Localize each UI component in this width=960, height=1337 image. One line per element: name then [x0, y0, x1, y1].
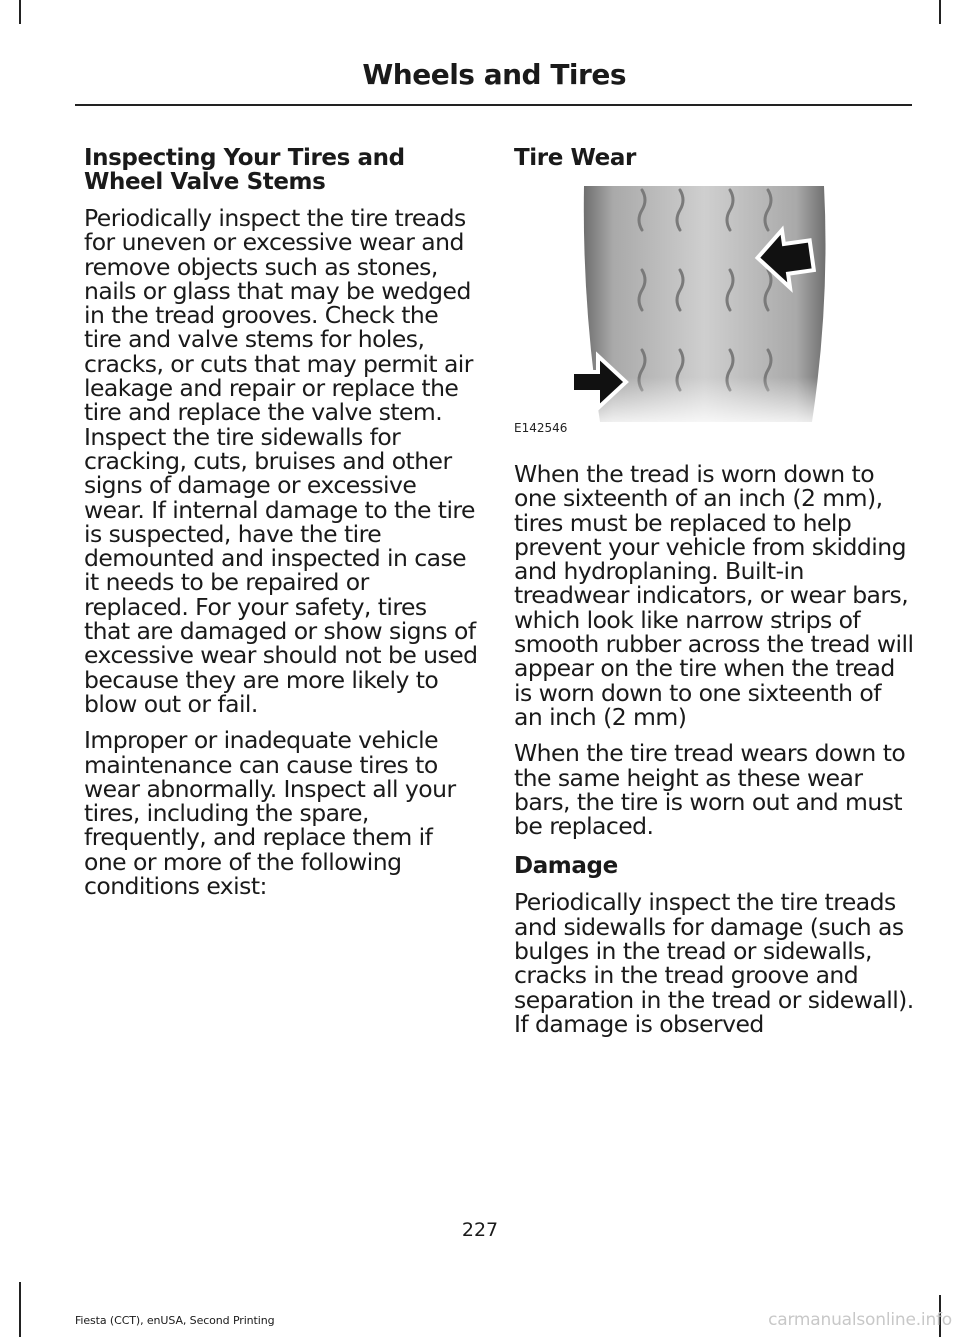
damage-paragraph-1: Periodically inspect the tire treads and sidewalls for damage (such as bulges in the tread or sidewalls, cracks in the tread groove and separation in the tread or sidewall). If damage is observed — [514, 888, 914, 1038]
page-header-title: Wheels and Tires — [362, 58, 626, 91]
header-divider — [75, 104, 912, 106]
damage-heading: Damage — [514, 853, 618, 880]
tire-wear-figure — [512, 182, 832, 442]
tire-wear-paragraph-2: When the tire tread wears down to the same height as these wear bars, the tire is worn out and must be replaced. — [514, 739, 906, 841]
footer-edition: Fiesta (CCT), enUSA, Second Printing — [75, 1314, 275, 1327]
watermark: carmanualsonline.info — [768, 1310, 952, 1330]
inspecting-paragraph-1: Periodically inspect the tire treads for uneven or excessive wear and remove objects such as stones, nails or glass that may be wedged in the tread grooves. Check the tire and valve stems for holes, cracks, or cuts that may permit air leakage and repair or replace the tire and replace the valve stem. Inspect the tire sidewalls for cracking, cuts, bruises and other signs of damage or excessive wear. If internal damage to the tire is suspected, have the tire demounted and inspected in case it needs to be repaired or replaced. For your safety, tires that are damaged or show signs of excessive wear should not be used because they are more likely to blow out or fail. — [84, 204, 478, 718]
right-column — [514, 146, 914, 1048]
tire-wear-heading: Tire Wear — [514, 145, 636, 171]
inspecting-paragraph-2: Improper or inadequate vehicle maintenance can cause tires to wear abnormally. Inspect all your tires, including the spare, frequently, and replace them if one or more of the following conditions exist: — [84, 726, 456, 901]
tire-tread-illustration — [512, 182, 832, 442]
left-column — [84, 146, 479, 910]
page-number: 227 — [461, 1219, 499, 1241]
crop-mark-bottom-left-v — [19, 1282, 21, 1337]
tire-wear-paragraph-1: When the tread is worn down to one sixteenth of an inch (2 mm), tires must be replaced to help prevent your vehicle from skidding and hydroplaning. Built-in treadwear indicators, or wear bars, which look like narrow strips of smooth rubber across the tread will appear on the tire when the tread is worn down to one sixteenth of an inch (2 mm) — [514, 460, 914, 731]
crop-mark-top-right-v — [939, 0, 941, 24]
crop-mark-top-left-v — [19, 0, 21, 24]
inspecting-heading: Inspecting Your Tires and Wheel Valve Stems — [84, 145, 405, 195]
figure-code: E142546 — [514, 420, 568, 435]
